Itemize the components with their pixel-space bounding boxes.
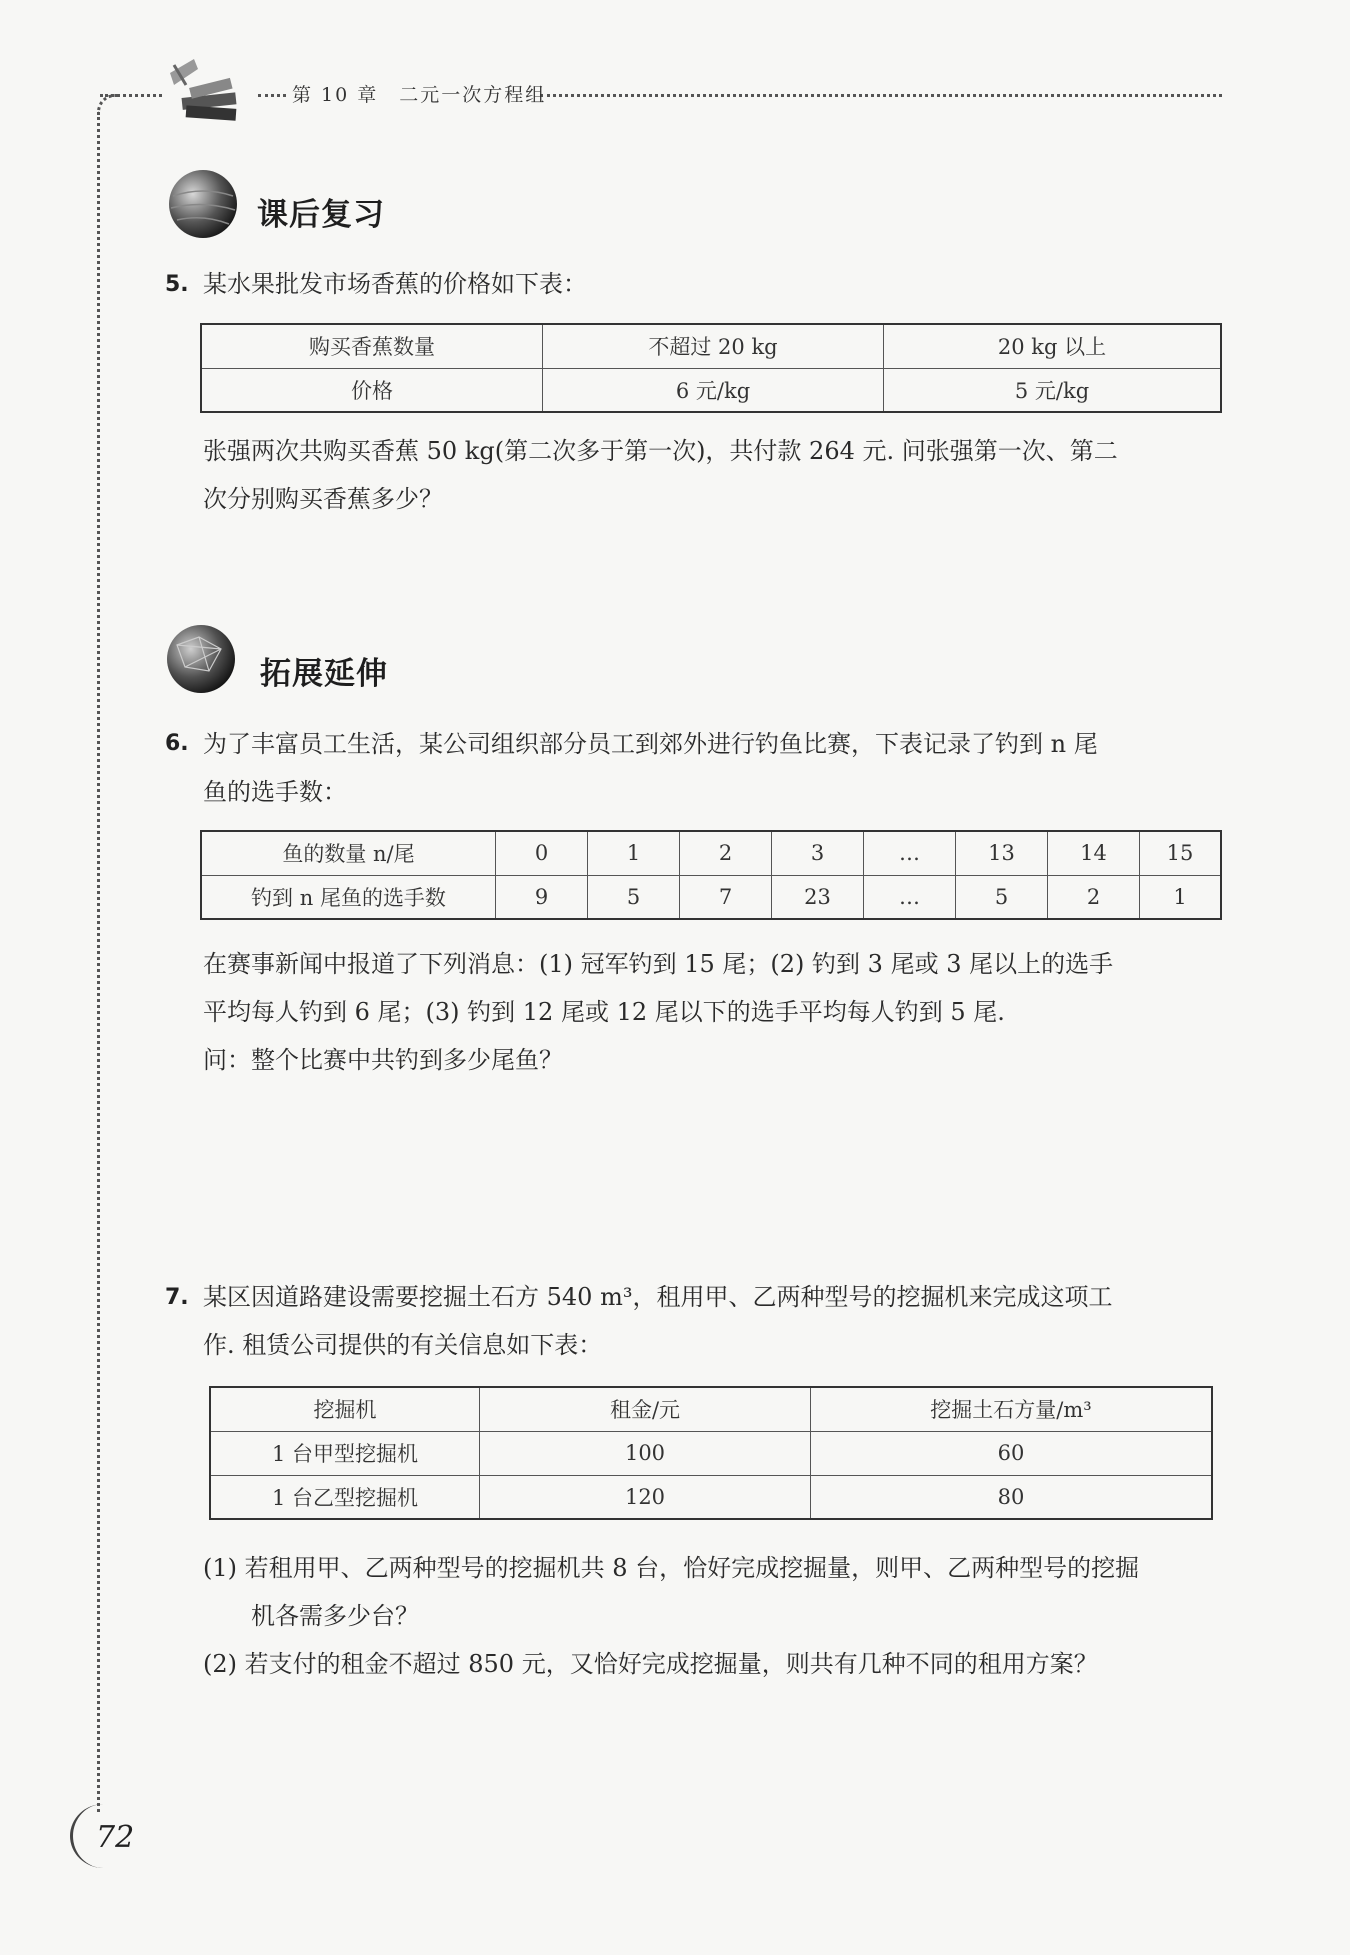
q5-body-line: 次分别购买香蕉多少？	[203, 485, 443, 513]
banana-price-table	[200, 323, 1222, 413]
table-row	[210, 1387, 1212, 1431]
table-row	[210, 1475, 1212, 1519]
fishing-results-table	[200, 830, 1222, 920]
network-globe-icon	[163, 621, 239, 697]
table-cell: 20 kg 以上	[884, 324, 1222, 368]
books-logo-icon	[160, 55, 260, 135]
question-number-7: 7.	[165, 1285, 189, 1310]
table-row	[201, 831, 1221, 875]
table-cell: 15	[1140, 831, 1222, 875]
page-number: 72	[96, 1820, 135, 1855]
table-row	[201, 875, 1221, 919]
header-border-corner	[97, 94, 118, 115]
table-cell: 不超过 20 kg	[543, 324, 884, 368]
table-cell: 3	[772, 831, 864, 875]
q5-intro: 某水果批发市场香蕉的价格如下表：	[203, 270, 587, 298]
header-dotted-line	[258, 94, 286, 97]
table-cell: 5	[956, 875, 1048, 919]
table-cell: 1 台乙型挖掘机	[210, 1475, 480, 1519]
margin-dotted-line	[97, 112, 100, 1812]
table-cell: 鱼的数量 n/尾	[201, 831, 496, 875]
excavator-info-table	[209, 1386, 1213, 1520]
section-title-review: 课后复习	[257, 197, 385, 233]
table-cell: 100	[480, 1431, 811, 1475]
q6-question: 问：整个比赛中共钓到多少尾鱼？	[203, 1046, 563, 1074]
table-cell: 挖掘土石方量/m³	[811, 1387, 1213, 1431]
q7-part1-line: (1) 若租用甲、乙两种型号的挖掘机共 8 台，恰好完成挖掘量，则甲、乙两种型号的挖掘	[203, 1554, 1140, 1582]
table-row	[201, 324, 1221, 368]
table-cell: 0	[496, 831, 588, 875]
q7-part2: (2) 若支付的租金不超过 850 元，又恰好完成挖掘量，则共有几种不同的租用方案？	[203, 1650, 1098, 1678]
header-dotted-line	[540, 94, 1222, 97]
table-cell: 60	[811, 1431, 1213, 1475]
table-cell: 13	[956, 831, 1048, 875]
table-cell: 1	[588, 831, 680, 875]
table-row	[201, 368, 1221, 412]
table-cell: 6 元/kg	[543, 368, 884, 412]
table-cell: 挖掘机	[210, 1387, 480, 1431]
chapter-header: 第 10 章 二元一次方程组	[292, 84, 547, 106]
table-cell: 23	[772, 875, 864, 919]
q6-body-line: 在赛事新闻中报道了下列消息：(1) 冠军钓到 15 尾；(2) 钓到 3 尾或 3 尾以上的选手	[203, 950, 1114, 978]
table-cell: 5	[588, 875, 680, 919]
table-cell: 价格	[201, 368, 543, 412]
q6-body-line: 平均每人钓到 6 尾；(3) 钓到 12 尾或 12 尾以下的选手平均每人钓到 5 尾.	[203, 998, 1005, 1026]
q6-intro-line: 鱼的选手数：	[203, 778, 347, 806]
table-cell: 钓到 n 尾鱼的选手数	[201, 875, 496, 919]
question-number-5: 5.	[165, 272, 189, 297]
table-cell: 120	[480, 1475, 811, 1519]
table-cell: 9	[496, 875, 588, 919]
q7-part1-line: 机各需多少台？	[251, 1602, 419, 1630]
q5-body-line: 张强两次共购买香蕉 50 kg(第二次多于第一次)，共付款 264 元. 问张强第一次、第二	[203, 437, 1118, 465]
table-cell: 购买香蕉数量	[201, 324, 543, 368]
q7-intro-line: 作. 租赁公司提供的有关信息如下表：	[203, 1331, 603, 1359]
header-dotted-line	[100, 94, 162, 97]
globe-icon	[165, 166, 241, 242]
table-cell: 5 元/kg	[884, 368, 1222, 412]
table-cell: 7	[680, 875, 772, 919]
table-cell: …	[864, 831, 956, 875]
table-cell: 14	[1048, 831, 1140, 875]
table-cell: 2	[1048, 875, 1140, 919]
section-title-extension: 拓展延伸	[260, 656, 388, 692]
table-cell: 租金/元	[480, 1387, 811, 1431]
table-cell: 1 台甲型挖掘机	[210, 1431, 480, 1475]
question-number-6: 6.	[165, 731, 189, 756]
table-cell: …	[864, 875, 956, 919]
q7-intro-line: 某区因道路建设需要挖掘土石方 540 m³，租用甲、乙两种型号的挖掘机来完成这项工	[203, 1283, 1113, 1311]
table-row	[210, 1431, 1212, 1475]
table-cell: 80	[811, 1475, 1213, 1519]
table-cell: 2	[680, 831, 772, 875]
table-cell: 1	[1140, 875, 1222, 919]
q6-intro-line: 为了丰富员工生活，某公司组织部分员工到郊外进行钓鱼比赛，下表记录了钓到 n 尾	[203, 730, 1098, 758]
